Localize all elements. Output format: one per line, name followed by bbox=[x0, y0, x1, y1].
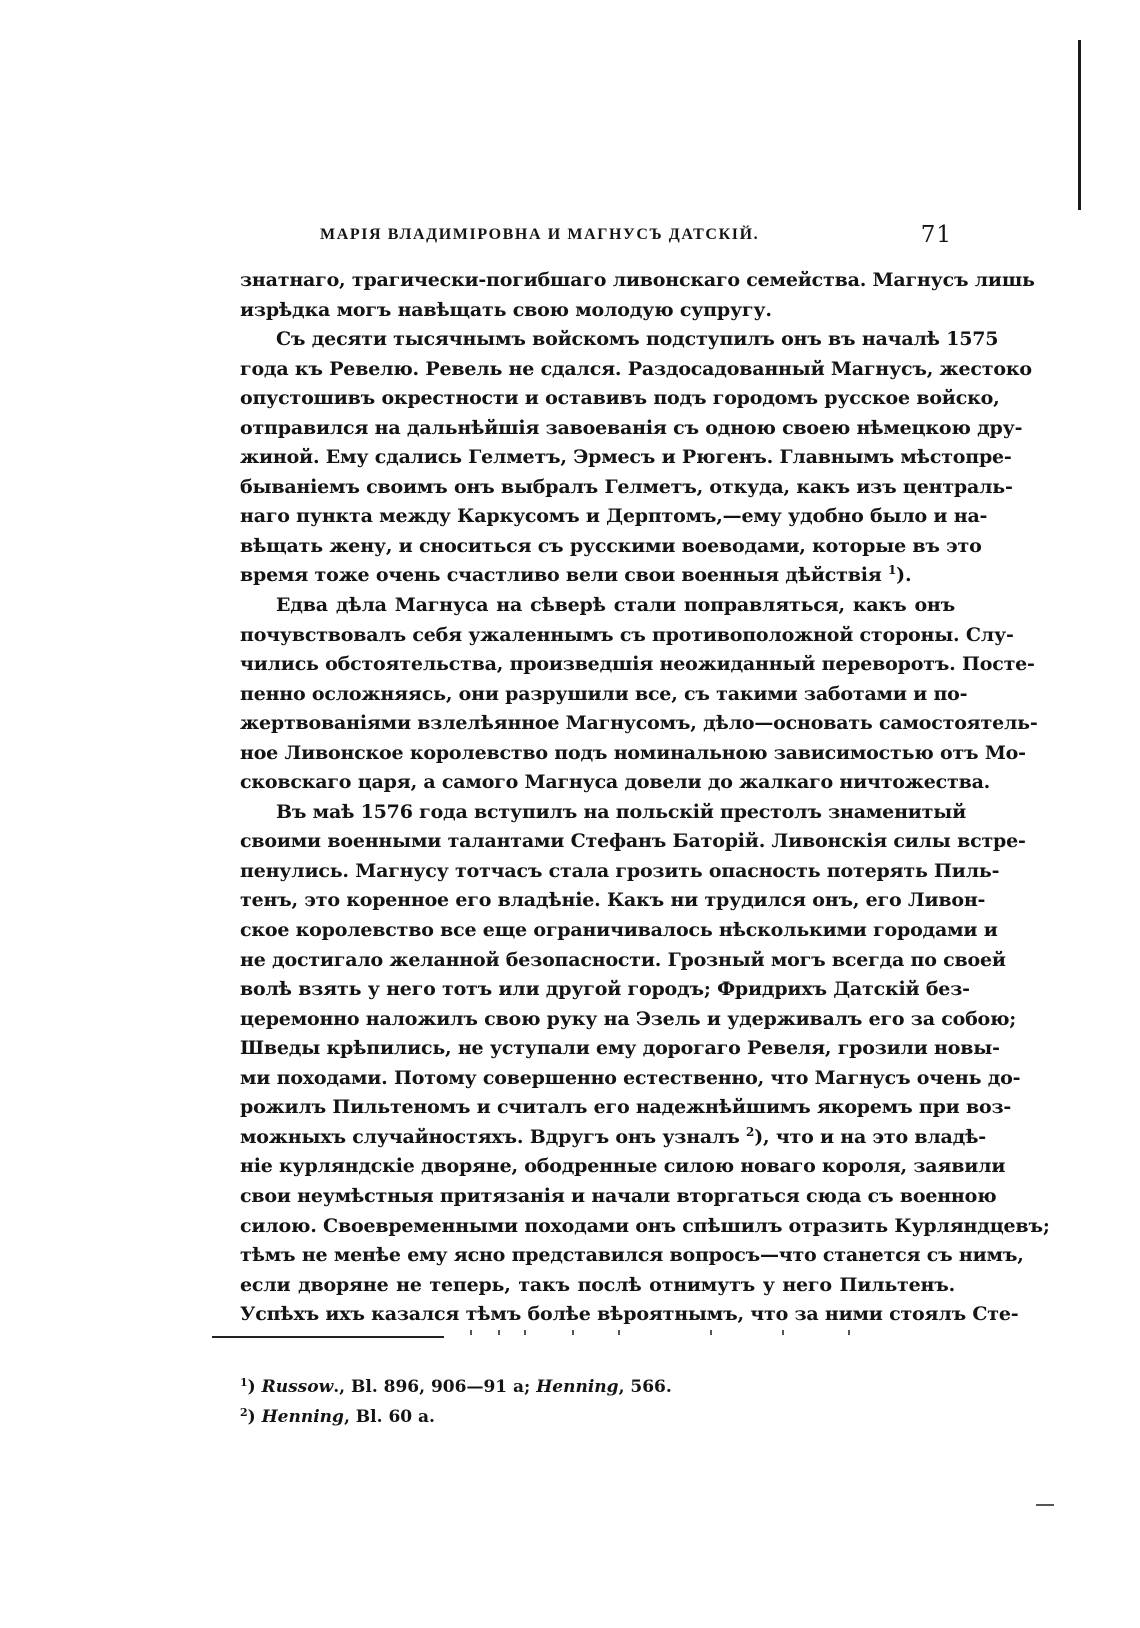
text-line: Едва дѣла Магнуса на сѣверѣ стали поправляться, какъ онъ bbox=[276, 594, 955, 617]
footnote-mark: 2 bbox=[240, 1406, 248, 1419]
text-segment: ). bbox=[896, 564, 912, 587]
footnote-text: , 566. bbox=[618, 1377, 672, 1397]
text-line: силою. Своевременными походами онъ спѣшилъ отразить Курляндцевъ; bbox=[240, 1214, 1050, 1237]
footnote-rule bbox=[212, 1336, 444, 1338]
text-line: пенно осложняясь, они разрушили все, съ такими заботами и по- bbox=[240, 682, 968, 705]
text-line: тѣмъ не менѣе ему ясно представился вопросъ—что станется съ нимъ, bbox=[240, 1244, 1024, 1267]
text-line: чились обстоятельства, произведшія неожиданный переворотъ. Посте- bbox=[240, 653, 1035, 676]
text-line: Въ маѣ 1576 года вступилъ на польскій престолъ знаменитый bbox=[276, 800, 966, 823]
text-line: сковскаго царя, а самого Магнуса довели до жалкаго ничтожества. bbox=[240, 771, 991, 794]
text-line: тенъ, это коренное его владѣніе. Какъ ни трудился онъ, его Ливон- bbox=[240, 889, 986, 912]
text-line: церемонно наложилъ свою руку на Эзель и удерживалъ его за собою; bbox=[240, 1007, 1017, 1030]
text-line: Съ десяти тысячнымъ войскомъ подступилъ онъ въ началѣ 1575 bbox=[276, 328, 999, 351]
scan-specks bbox=[450, 1330, 910, 1342]
footnote-paren: ) bbox=[247, 1377, 256, 1397]
footnote-ref-2: 2 bbox=[746, 1124, 755, 1139]
footnote-text: ., Bl. 896, 906—91 a; bbox=[333, 1377, 537, 1397]
text-line: ми походами. Потому совершенно естественно, что Магнусъ очень до- bbox=[240, 1066, 1021, 1089]
footnote-2 bbox=[240, 1402, 672, 1432]
text-line: свои неумѣстныя притязанія и начали вторгаться сюда съ военною bbox=[240, 1184, 997, 1207]
text-line: вѣщать жену, и сноситься съ русскими воеводами, которые въ это bbox=[240, 534, 982, 557]
footnote-mark: 1 bbox=[240, 1376, 248, 1389]
text-line: года къ Ревелю. Ревель не сдался. Раздосадованный Магнусъ, жестоко bbox=[240, 357, 1032, 380]
speck bbox=[524, 1330, 526, 1335]
text-line: почувствовалъ себя ужаленнымъ съ противоположной стороны. Слу- bbox=[240, 623, 1014, 646]
text-line: быванiемъ своимъ онъ выбралъ Гелметъ, откуда, какъ изъ централь- bbox=[240, 475, 1013, 498]
text-line: Успѣхъ ихъ казался тѣмъ болѣе вѣроятнымъ, что за ними стоялъ Сте- bbox=[240, 1303, 1019, 1326]
footnote-ref-1: 1 bbox=[888, 563, 897, 578]
text-segment: время тоже очень счастливо вели свои военныя дѣйствія bbox=[240, 564, 882, 587]
speck bbox=[498, 1330, 500, 1335]
page-header bbox=[320, 222, 952, 252]
text-line: ное Ливонское королевство подъ номинальною зависимостью отъ Мо- bbox=[240, 741, 1026, 764]
text-line: пенулись. Магнусу тотчасъ стала грозить опасность потерять Пиль- bbox=[240, 859, 1000, 882]
text-line: отправился на дальнѣйшія завоеванія съ одною своею нѣмецкою дру- bbox=[240, 416, 1023, 439]
text-line: жертвованіями взлелѣянное Магнусомъ, дѣло—основать самостоятель- bbox=[240, 712, 1038, 735]
footnote-1 bbox=[240, 1372, 672, 1402]
footnote-author: Russow bbox=[261, 1377, 334, 1397]
text-line: не достигало желанной безопасности. Грозный могъ всегда по своей bbox=[240, 948, 1006, 971]
page-number: 71 bbox=[920, 222, 952, 248]
speck bbox=[572, 1330, 574, 1335]
text-segment: можныхъ случайностяхъ. Вдругъ онъ узналъ bbox=[240, 1125, 740, 1148]
speck bbox=[848, 1330, 850, 1335]
text-line: рожилъ Пильтеномъ и считалъ его надежнѣйшимъ якоремъ при воз- bbox=[240, 1096, 1012, 1119]
text-line: знатнаго, трагически-погибшаго ливонскаго семейства. Магнусъ лишь bbox=[240, 269, 1035, 291]
scan-edge-line bbox=[1078, 40, 1081, 210]
text-line: наго пункта между Каркусомъ и Дерптомъ,—ему удобно было и на- bbox=[240, 505, 988, 528]
text-line: жиной. Ему сдались Гелметъ, Эрмесъ и Рюгенъ. Главнымъ мѣстопре- bbox=[240, 446, 1012, 469]
footnote-paren: ) bbox=[247, 1407, 256, 1427]
text-line bbox=[240, 561, 955, 591]
scan-edge-mark bbox=[1036, 1504, 1054, 1506]
speck bbox=[782, 1330, 784, 1335]
footnote-text: , Bl. 60 a. bbox=[343, 1407, 435, 1427]
footnote-author: Henning bbox=[261, 1407, 344, 1427]
text-line: если дворяне не теперь, такъ послѣ отнимутъ у него Пильтенъ. bbox=[240, 1273, 955, 1296]
footnotes bbox=[240, 1372, 672, 1432]
speck bbox=[470, 1330, 472, 1335]
text-line: опустошивъ окрестности и оставивъ подъ городомъ русское войско, bbox=[240, 387, 1000, 410]
text-line: своими военными талантами Стефанъ Баторій. Ливонскія силы встре- bbox=[240, 830, 1026, 853]
body-text bbox=[240, 266, 1050, 1330]
running-title: МАРІЯ ВЛАДИМІРОВНА И МАГНУСЪ ДАТСКІЙ. bbox=[320, 226, 760, 243]
footnote-author: Henning bbox=[536, 1377, 619, 1397]
text-line: изрѣдка могъ навѣщать свою молодую супругу. bbox=[240, 298, 772, 321]
speck bbox=[618, 1330, 620, 1335]
text-line: Шведы крѣпились, не уступали ему дорогаго Ревеля, грозили новы- bbox=[240, 1037, 1000, 1060]
text-line bbox=[240, 1123, 986, 1153]
text-segment: ), что и на это владѣ- bbox=[754, 1125, 986, 1148]
text-line: волѣ взять у него тотъ или другой городъ; Фридрихъ Датскій без- bbox=[240, 978, 970, 1001]
text-line: ское королевство все еще ограничивалось нѣсколькими городами и bbox=[240, 919, 998, 942]
speck bbox=[710, 1330, 712, 1335]
text-line: ніе курляндскіе дворяне, ободренные силою новаго короля, заявили bbox=[240, 1155, 1006, 1178]
